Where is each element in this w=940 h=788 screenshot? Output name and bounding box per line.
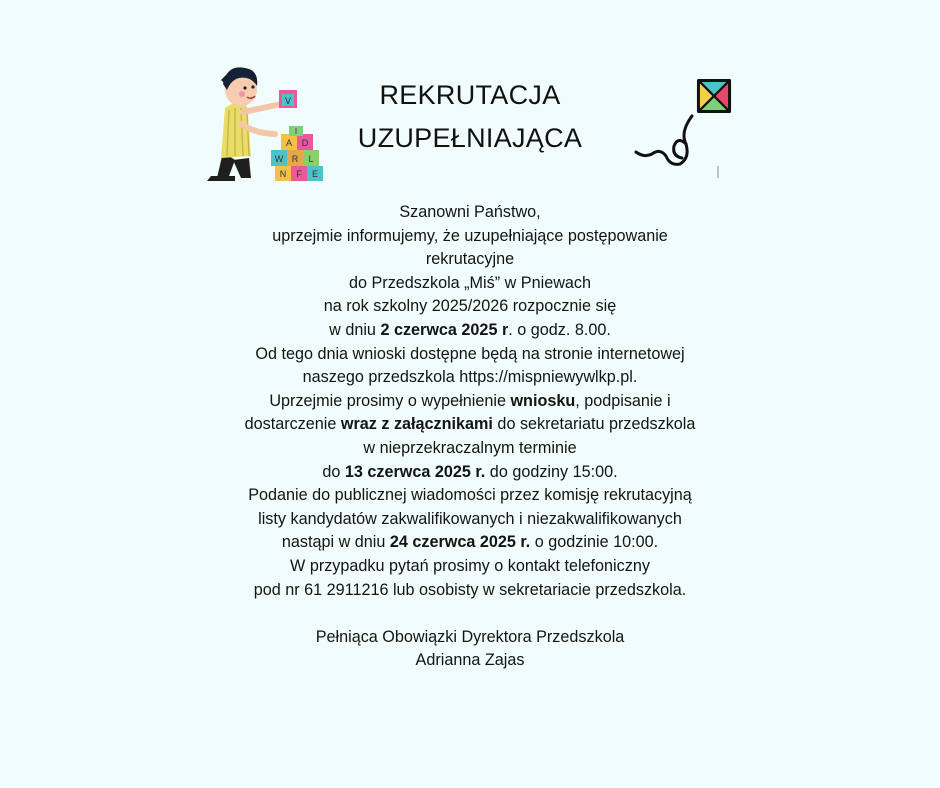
block-letter: I <box>294 127 298 136</box>
block-letter: D <box>301 138 309 148</box>
block-letter: E <box>311 169 319 179</box>
start-date: 2 czerwca 2025 r <box>380 320 509 339</box>
application-emphasis: wniosku <box>510 391 576 410</box>
text-line: listy kandydatów zakwalifikowanych i niezakwalifikowanych <box>258 509 682 528</box>
announcement-body <box>170 201 770 673</box>
text-line: nastąpi w dniu 24 czerwca 2025 r. o godzinie 10:00. <box>281 533 659 552</box>
block-letter: A <box>285 138 293 148</box>
block-letter: F <box>296 169 302 179</box>
page-title <box>300 74 640 160</box>
text-line: Uprzejmie prosimy o wypełnienie wniosku, podpisanie i <box>269 391 671 410</box>
title-line-1: REKRUTACJA <box>379 80 561 110</box>
kite-illustration <box>630 72 740 182</box>
block-letter: V <box>284 96 292 106</box>
signature-name: Adrianna Zajas <box>415 651 525 670</box>
text-line: pod nr 61 2911216 lub osobisty w sekretariacie przedszkola. <box>253 580 687 599</box>
signature-role: Pełniąca Obowiązki Dyrektora Przedszkola <box>315 627 625 646</box>
title-line-2: UZUPEŁNIAJĄCA <box>357 123 583 153</box>
text-line: uprzejmie informujemy, że uzupełniające postępowanie <box>272 226 668 245</box>
text-line: w dniu 2 czerwca 2025 r. o godz. 8.00. <box>329 320 611 339</box>
text-line: rekrutacyjne <box>425 250 515 269</box>
spacer <box>170 602 770 626</box>
deadline-date: 13 czerwca 2025 r. <box>344 462 486 481</box>
results-date: 24 czerwca 2025 r. <box>389 533 531 552</box>
text-line: Szanowni Państwo, <box>399 203 541 221</box>
attachments-emphasis: wraz z załącznikami <box>340 415 493 434</box>
block-letter: W <box>274 154 284 164</box>
block-letter: L <box>308 154 314 164</box>
block-letter: R <box>291 154 299 164</box>
text-line: W przypadku pytań prosimy o kontakt telefoniczny <box>290 556 650 575</box>
block-letter: N <box>279 169 287 179</box>
text-line: Podanie do publicznej wiadomości przez komisję rekrutacyjną <box>248 486 692 505</box>
text-line: na rok szkolny 2025/2026 rozpocznie się <box>323 297 617 316</box>
text-line: do 13 czerwca 2025 r. do godziny 15:00. <box>322 462 618 481</box>
text-line: dostarczenie wraz z załącznikami do sekretariatu przedszkola <box>244 415 696 434</box>
text-line: do Przedszkola „Miś” w Pniewach <box>349 273 591 292</box>
text-line: Od tego dnia wnioski dostępne będą na stronie internetowej <box>255 344 685 363</box>
text-line: w nieprzekraczalnym terminie <box>363 438 577 457</box>
text-line: naszego przedszkola https://mispniewywlkp.pl. <box>302 368 638 387</box>
